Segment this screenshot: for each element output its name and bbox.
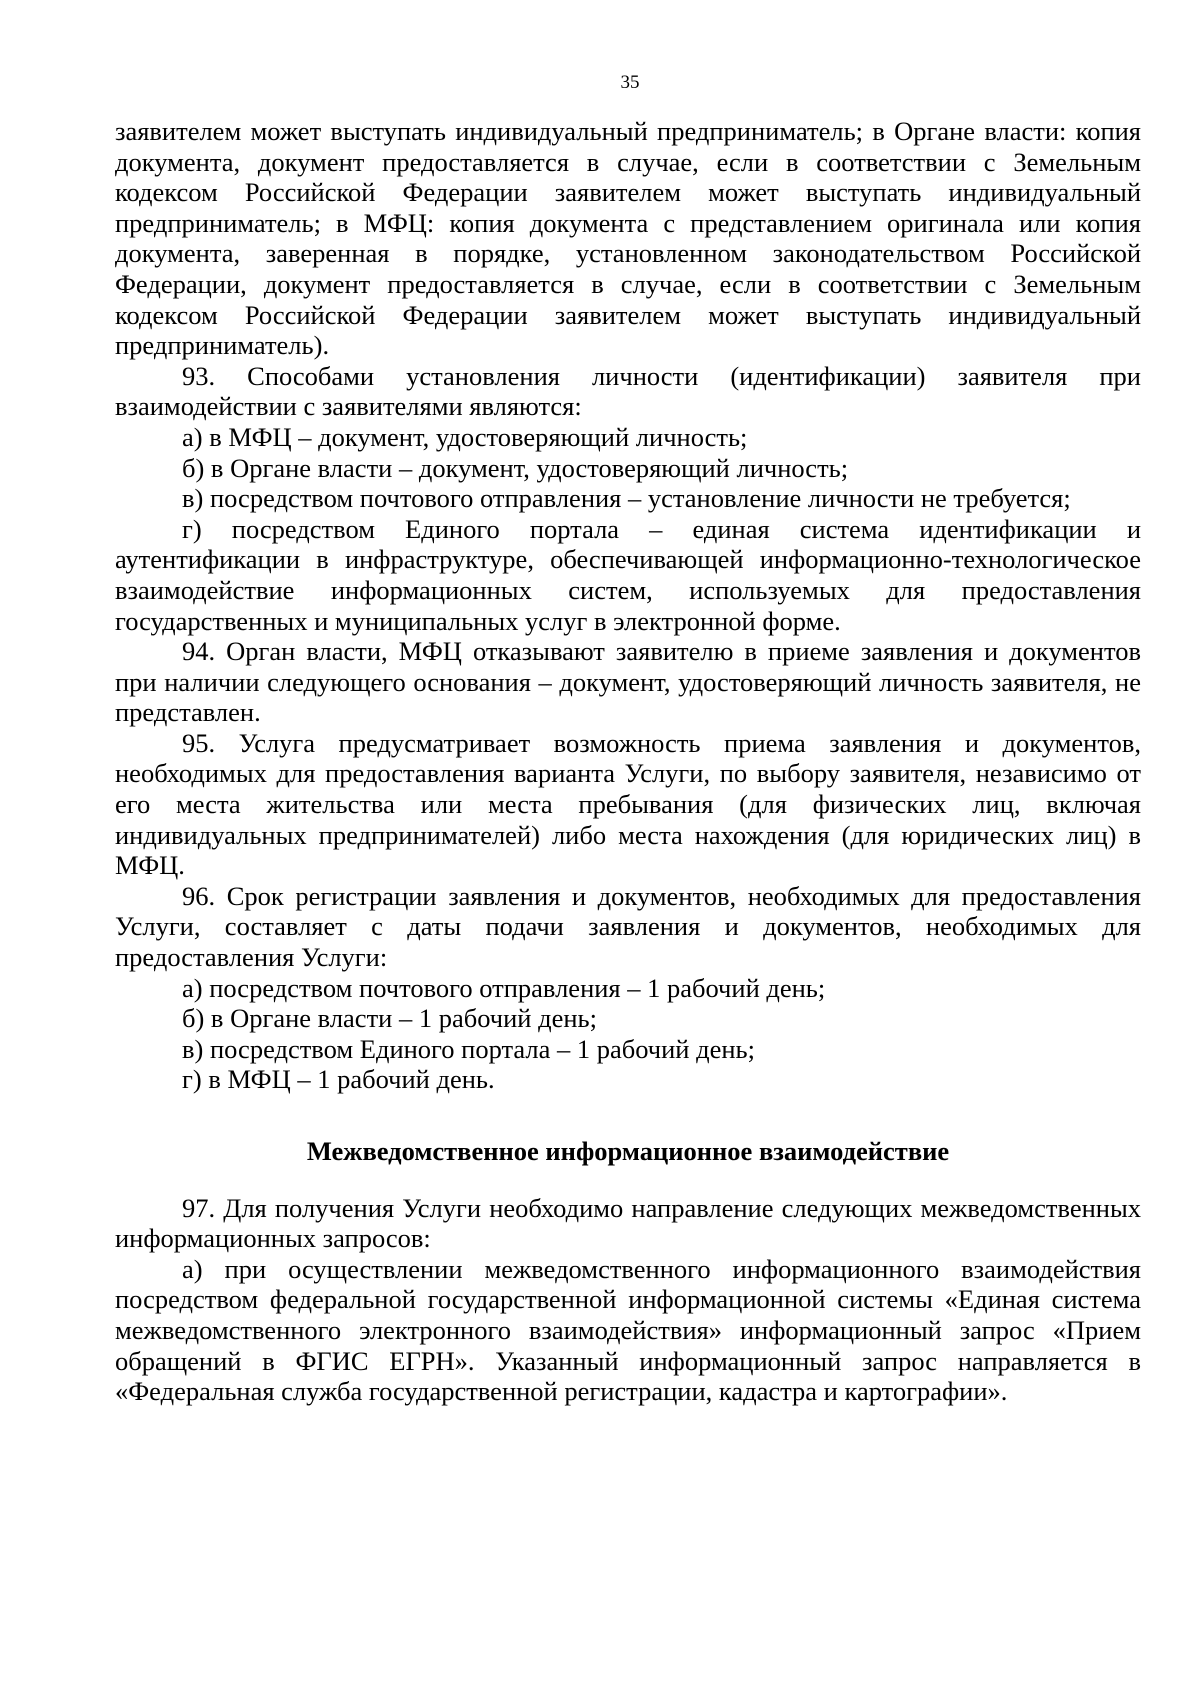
page-number: 35 (620, 72, 640, 93)
paragraph: а) при осуществлении межведомственного информационного взаимодействия посредством федеральной государственной информационной системы «Единая система межведомственного электронного взаимодействия» информационный запрос «Прием обращений в ФГИС ЕГРН». Указанный информационный запрос направляется в «Федеральная служба государственной регистрации, кадастра и картографии». (115, 1253, 1141, 1407)
paragraph: 94. Орган власти, МФЦ отказывают заявителю в приеме заявления и документов при наличии следующего основания – документ, удостоверяющий личность заявителя, не представлен. (115, 636, 1141, 728)
paragraph: а) посредством почтового отправления – 1 рабочий день; (182, 972, 826, 1003)
paragraph: а) в МФЦ – документ, удостоверяющий личность; (182, 421, 748, 452)
paragraph: 95. Услуга предусматривает возможность приема заявления и документов, необходимых для предоставления варианта Услуги, по выбору заявителя, независимо от его места жительства или места пребывания (для физических лиц, включая индивидуальных предпринимателей) либо места нахождения (для юридических лиц) в МФЦ. (115, 727, 1141, 881)
paragraph: заявителем может выступать индивидуальный предприниматель; в Органе власти: копия документа, документ предоставляется в случае, если в соответствии с Земельным кодексом Российской Федерации заявителем может выступать индивидуальный предприниматель; в МФЦ: копия документа с представлением оригинала или копия документа, заверенная в порядке, установленном законодательством Российской Федерации, документ предоставляется в случае, если в соответствии с Земельным кодексом Российской Федерации заявителем может выступать индивидуальный предприниматель). (115, 116, 1141, 361)
paragraphs-after-heading (115, 1193, 1141, 1407)
paragraph: г) в МФЦ – 1 рабочий день. (182, 1064, 495, 1095)
paragraph: 96. Срок регистрации заявления и документов, необходимых для предоставления Услуги, составляет с даты подачи заявления и документов, необходимых для предоставления Услуги: (115, 880, 1141, 973)
paragraph: 93. Способами установления личности (идентификации) заявителя при взаимодействии с заявителями являются: (115, 360, 1141, 422)
paragraphs-before-heading (115, 116, 1141, 1095)
paragraph: г) посредством Единого портала – единая система идентификации и аутентификации в инфраструктуре, обеспечивающей информационно-технологическое взаимодействие информационных систем, используемых для предоставления государственных и муниципальных услуг в электронной форме. (115, 513, 1141, 636)
section-heading: Межведомственное информационное взаимодействие (306, 1136, 950, 1166)
paragraph: в) посредством Единого портала – 1 рабочий день; (182, 1033, 755, 1064)
document-body (115, 116, 1141, 1407)
paragraph: б) в Органе власти – документ, удостоверяющий личность; (182, 452, 849, 483)
paragraph: в) посредством почтового отправления – установление личности не требуется; (182, 483, 1071, 514)
paragraph: б) в Органе власти – 1 рабочий день; (182, 1003, 597, 1034)
paragraph: 97. Для получения Услуги необходимо направление следующих межведомственных информационных запросов: (115, 1192, 1141, 1254)
